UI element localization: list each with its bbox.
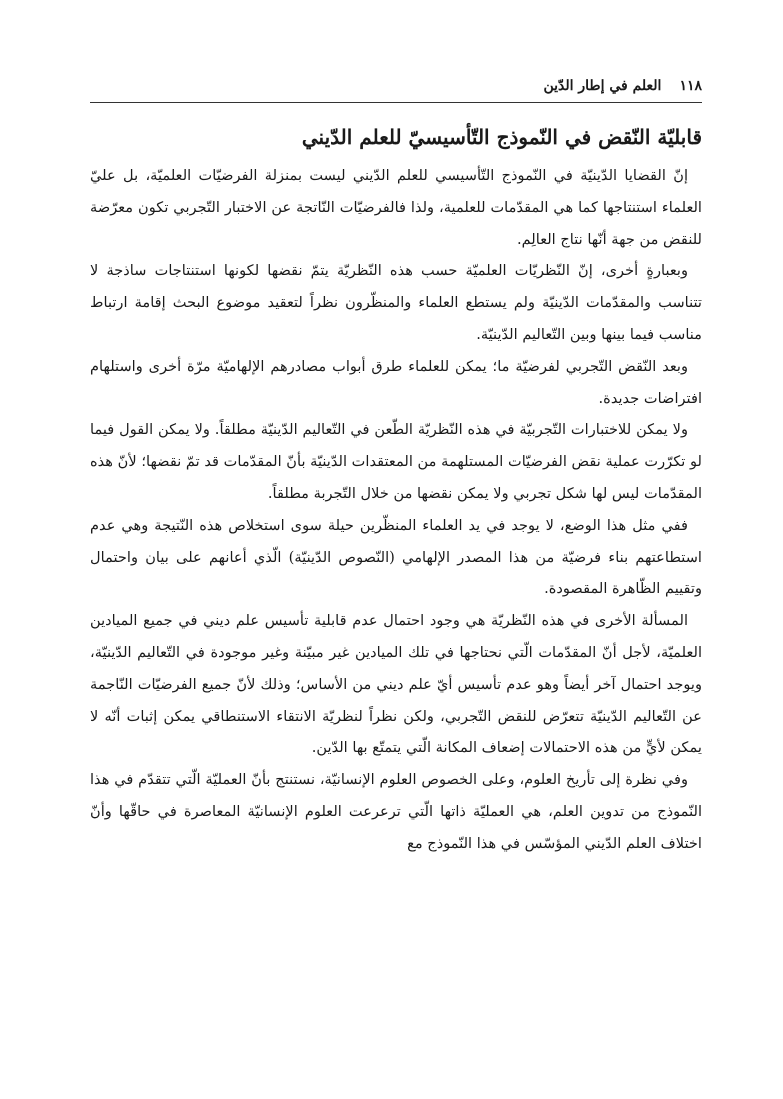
running-title: العلم في إطار الدّين [543,78,662,94]
paragraph-3: وبعد النّقض التّجربي لفرضيّة ما؛ يمكن للعلماء طرق أبواب مصادرهم الإلهاميّة مرّة أخرى واستلهام افتراضات جديدة. [90,357,702,407]
paragraph-6: المسألة الأخرى في هذه النّظريّة هي وجود احتمال عدم قابلية تأسيس علم ديني في جميع الميادين العلميّة، لأجل أنّ المقدّمات الّتي نحتاجها في تلك الميادين غير مبيّنة وغير موجودة في التّعاليم الدّينيّة، ويوجد احتمال آخر أيضاً وهو عدم تأسيس أيّ علم ديني من الأساس؛ وذلك لأنّ جميع الفرضيّات النّاجمة عن التّعاليم الدّينيّة تتعرّض للنقض التّجربي، ولكن نظراً لنظريّة الانتقاء الاستنطاقي يمكن إثبات أنّه لا يمكن لأيٍّ من هذه الاحتمالات إضعاف المكانة الّتي يتمتّع بها الدّين. [90,612,702,757]
paragraph-5: ففي مثل هذا الوضع، لا يوجد في يد العلماء المنظّرين حيلة سوى استخلاص هذه النّتيجة وهي عدم استطاعتهم بناء فرضيّة من هذا المصدر الإلهامي (النّصوص الدّينيّة) الّذي أعانهم على بيان واحتمال وتقييم الظّاهرة المقصودة. [90,516,702,598]
paragraph-2: وبعبارةٍ أخرى، إنّ النّظريّات العلميّة حسب هذه النّظريّة يتمّ نقضها لكونها استنتاجات ساذجة لا تتناسب والمقدّمات الدّينيّة ولم يستطع العلماء والمنظّرون نظراً لتعقيد موضوع البحث إقامة ارتباط مناسب فيما بينها وبين التّعاليم الدّينيّة. [90,262,702,343]
section-title: قابليّة النّقض في النّموذج التّأسيسيّ للعلم الدّيني [301,125,702,149]
page-number: ١١٨ [679,78,702,94]
paragraph-4: ولا يمكن للاختبارات التّجربيّة في هذه النّظريّة الطّعن في التّعاليم الدّينيّة مطلقاً. ولا يمكن القول فيما لو تكرّرت عملية نقض الفرضيّات المستلهمة من المعتقدات الدّينيّة بأنّ المقدّمات قد تمّ نقضها؛ لأنّ هذه المقدّمات ليس لها شكل تجربي ولا يمكن نقضها من خلال التّجربة مطلقاً. [90,421,702,502]
paragraph-7: وفي نظرة إلى تأريخ العلوم، وعلى الخصوص العلوم الإنسانيّة، نستنتج بأنّ العمليّة الّتي تتقدّم في هذا النّموذج من تدوين العلم، هي العمليّة ذاتها الّتي ترعرعت العلوم الإنسانيّة المعاصرة في حاقّها وأنّ اختلاف العلم الدّيني المؤسّس في هذا النّموذج مع [90,771,702,852]
running-header [90,74,702,103]
body-text [90,160,702,860]
book-page [90,0,702,1099]
paragraph-1: إنّ القضايا الدّينيّة في النّموذج التّأسيسي للعلم الدّيني ليست بمنزلة الفرضيّات العلميّة، بل عليّ العلماء استنتاجها كما هي المقدّمات للعلمية، ولذا فالفرضيّات النّاتجة عن الاختبار التّجربي تكون معرّضة للنقض من جهة أنّها نتاج العالِم. [90,167,702,248]
